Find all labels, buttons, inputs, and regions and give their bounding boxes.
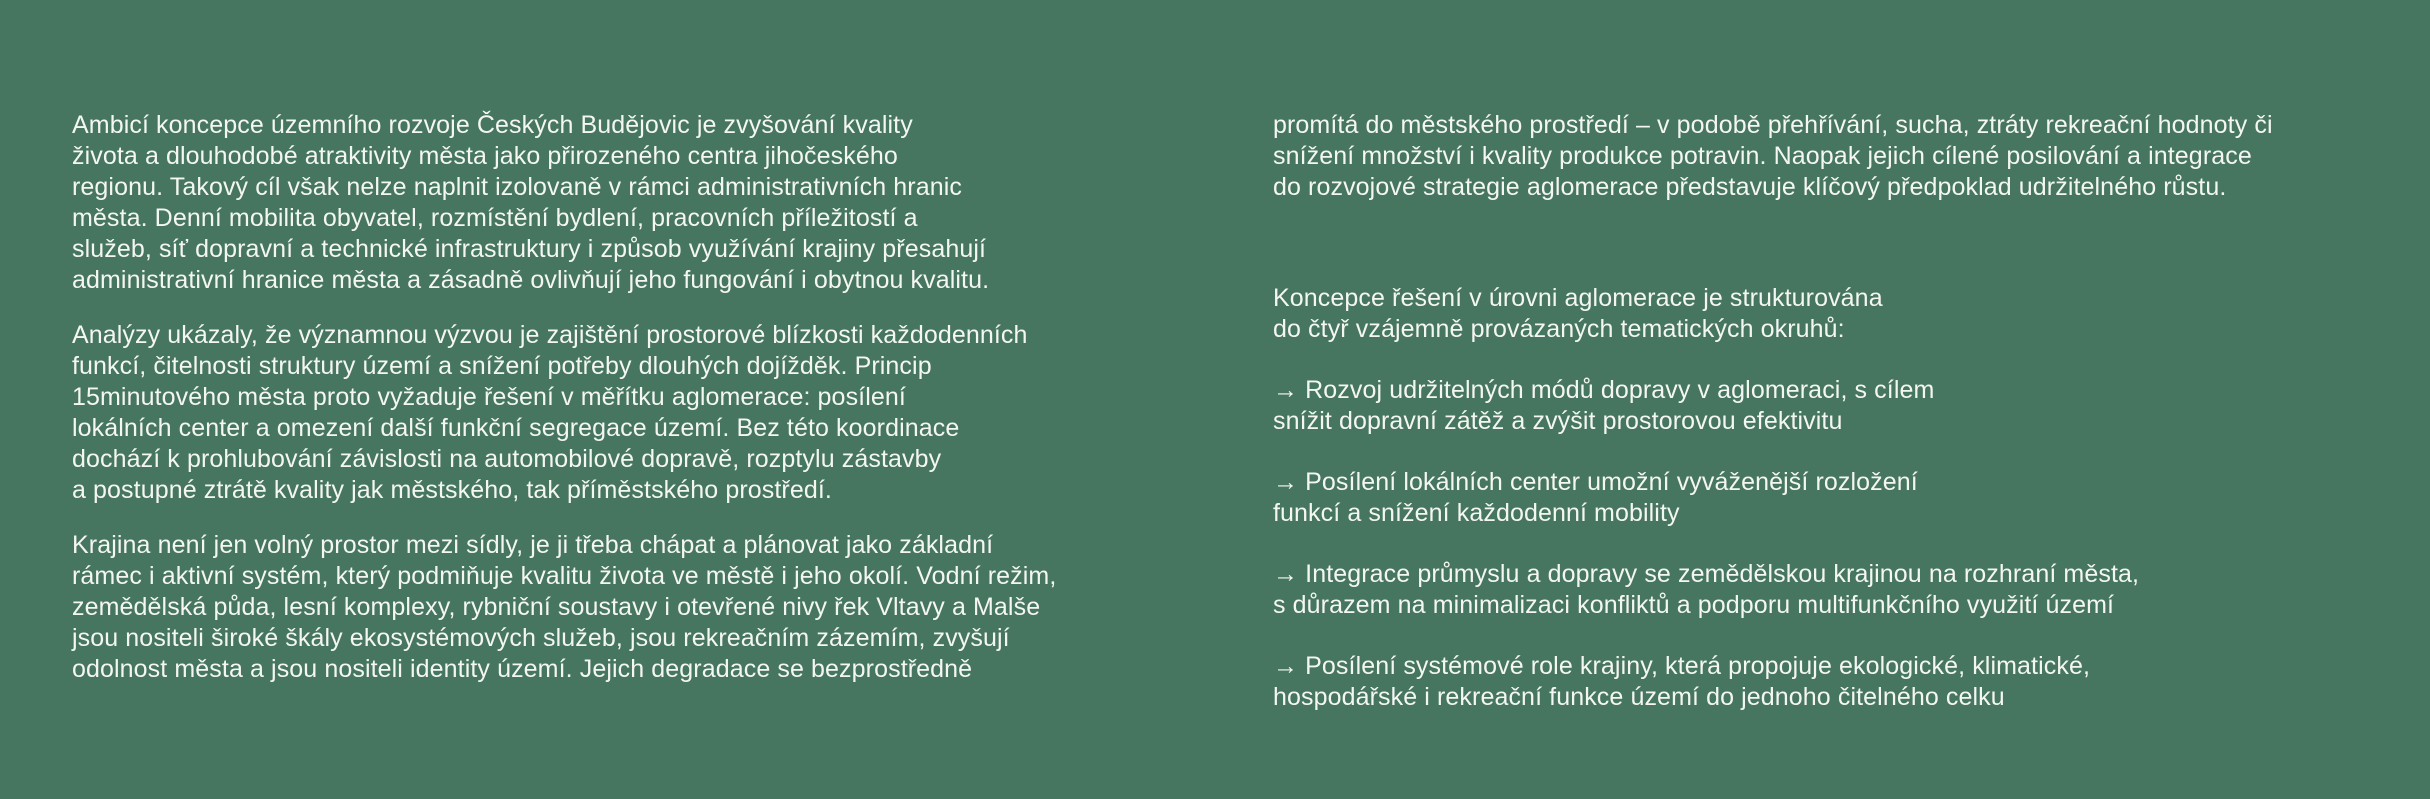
left-text-column [72,110,1172,685]
paragraph-continuation: promítá do městského prostředí – v podobě přehřívání, sucha, ztráty rekreační hodnoty či snížení množství i kvality produkce potravin. Naopak jejich cílené posilování a integrace do rozvojové strategie aglomerace představuje klíčový předpoklad udržitelného růstu. [1273,111,2273,201]
paragraph-urban-development: Ambicí koncepce územního rozvoje Českých Budějovic je zvyšování kvality života a dlouhodobé atraktivity města jako přirozeného centra jihočeského regionu. Takový cíl však nelze naplnit izolovaně v rámci administrativních hranic města. Denní mobilita obyvatel, rozmístění bydlení, pracovních příležitostí a služeb, síť dopravní a technické infrastruktury i způsob využívání krajiny přesahují administrativní hranice města a zásadně ovlivňují jeho fungování i obytnou kvalitu. [72,111,990,294]
list-item-landscape-role: → Posílení systémové role krajiny, která propojuje ekologické, klimatické, hospodářské i rekreační funkce území do jednoho čitelného celku [1273,652,2090,711]
list-item-industry-integration: → Integrace průmyslu a dopravy se zemědělskou krajinou na rozhraní města, s důrazem na minimalizaci konfliktů a podporu multifunkčního využití území [1273,560,2140,619]
right-text-column [1273,110,2393,713]
paragraph-analysis: Analýzy ukázaly, že významnou výzvou je zajištění prostorové blízkosti každodenních funkcí, čitelnosti struktury území a snížení potřeby dlouhých dojížděk. Princip 15minutového města proto vyžaduje řešení v měřítku aglomerace: posílení lokálních center a omezení další funkční segregace území. Bez této koordinace dochází k prohlubování závislosti na automobilové dopravě, rozptylu zástavby a postupné ztrátě kvality jak městského, tak příměstského prostředí. [72,321,1028,504]
paragraph-landscape: Krajina není jen volný prostor mezi sídly, je ji třeba chápat a plánovat jako základní rámec i aktivní systém, který podmiňuje kvalitu života ve městě i jeho okolí. Vodní režim, zemědělská půda, lesní komplexy, rybniční soustavy i otevřené nivy řek Vltavy a Malše jsou nositeli široké škály ekosystémových služeb, jsou rekreačním zázemím, zvyšují odolnost města a jsou nositeli identity území. Jejich degradace se bezprostředně [72,531,1057,683]
list-item-local-centers: → Posílení lokálních center umožní vyváženější rozložení funkcí a snížení každodenní mobility [1273,468,1918,527]
list-item-sustainable-transport: → Rozvoj udržitelných módů dopravy v aglomeraci, s cílem snížit dopravní zátěž a zvýšit prostorovou efektivitu [1273,376,1935,435]
paragraph-concept-intro: Koncepce řešení v úrovni aglomerace je strukturována do čtyř vzájemně provázaných tematických okruhů: [1273,284,1883,343]
